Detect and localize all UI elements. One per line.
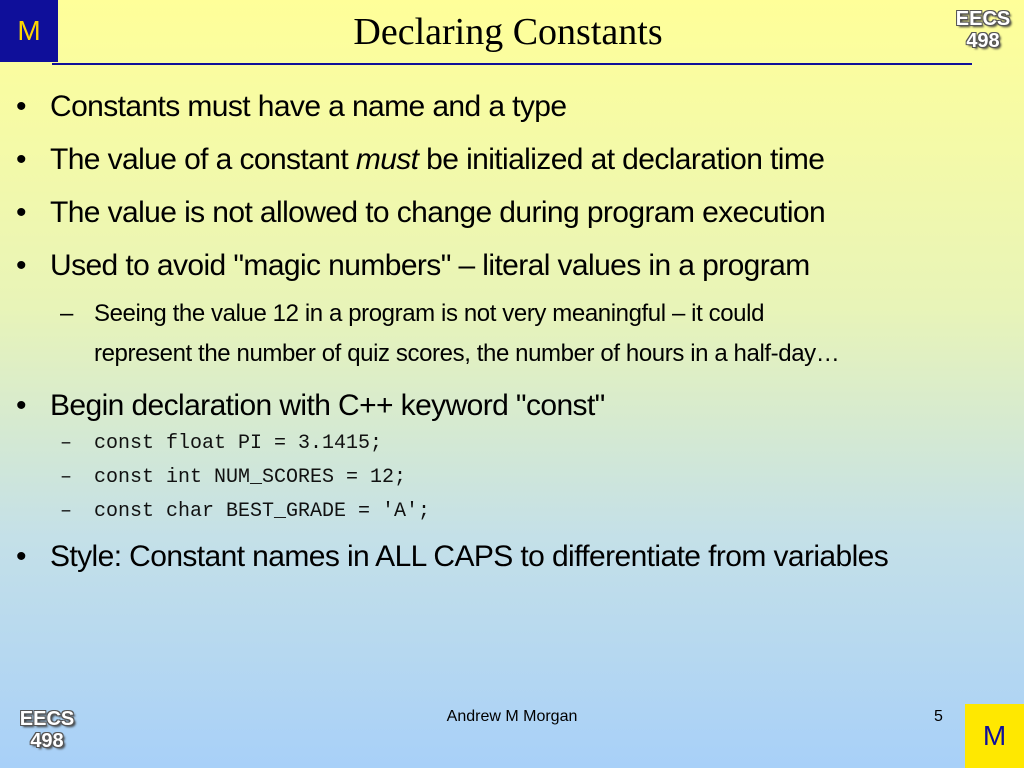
university-logo: M xyxy=(0,0,58,62)
slide-title: Declaring Constants xyxy=(353,11,663,53)
course-label-top: EECS 498 xyxy=(955,8,1011,52)
course-label-bottom: EECS 498 xyxy=(19,708,75,752)
title-divider xyxy=(52,63,972,65)
page-number: 5 xyxy=(934,708,943,725)
university-logo: M xyxy=(965,704,1024,768)
footer-author: Andrew M Morgan xyxy=(446,708,578,725)
emphasis-text: must xyxy=(355,143,419,176)
